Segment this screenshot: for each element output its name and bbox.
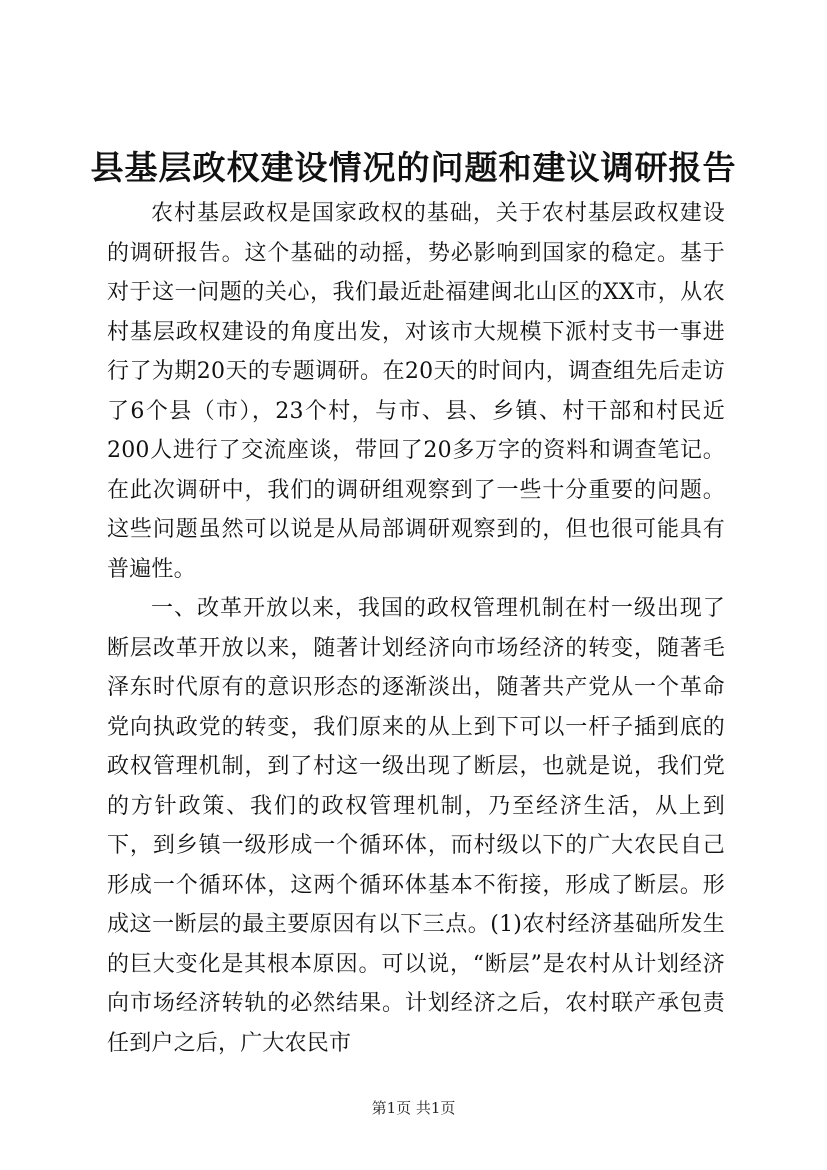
document-body [107, 194, 725, 1063]
document-title: 县基层政权建设情况的问题和建议调研报告 [90, 148, 737, 187]
page-footer: 第1页 共1页 [371, 1099, 456, 1117]
paragraph-2: 一、改革开放以来，我国的政权管理机制在村一级出现了断层改革开放以来，随著计划经济向市场经济的转变，随著毛泽东时代原有的意识形态的逐渐淡出，随著共产党从一个革命党向执政党的转变，我们原来的从上到下可以一杆子插到底的政权管理机制，到了村这一级出现了断层，也就是说，我们党的方针政策、我们的政权管理机制，乃至经济生活，从上到下，到乡镇一级形成一个循环体，而村级以下的广大农民自己形成一个循环体，这两个循环体基本不衔接，形成了断层。形成这一断层的最主要原因有以下三点。(1)农村经济基础所发生的巨大变化是其根本原因。可以说，“断层”是农村从计划经济向市场经济转轨的必然结果。计划经济之后，农村联产承包责任到户之后，广大农民市 [107, 596, 725, 1056]
paragraph-1: 农村基层政权是国家政权的基础，关于农村基层政权建设的调研报告。这个基础的动摇，势必影响到国家的稳定。基于对于这一问题的关心，我们最近赴福建闽北山区的XX市，从农村基层政权建设的角度出发，对该市大规模下派村支书一事进行了为期20天的专题调研。在20天的时间内，调查组先后走访了6个县（市），23个村，与市、县、乡镇、村干部和村民近200人进行了交流座谈，带回了20多万字的资料和调查笔记。在此次调研中，我们的调研组观察到了一些十分重要的问题。这些问题虽然可以说是从局部调研观察到的，但也很可能具有普遍性。 [107, 201, 725, 582]
